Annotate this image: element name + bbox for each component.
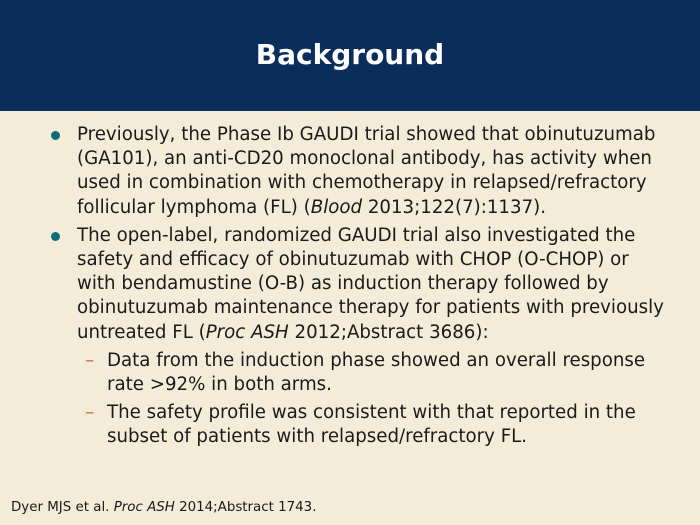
slide-content bbox=[51, 123, 671, 454]
sub-bullet-text: Data from the induction phase showed an overall response rate >92% in both arms. bbox=[107, 349, 646, 396]
bullet-text bbox=[77, 225, 664, 343]
bullet-text bbox=[77, 124, 655, 218]
footnote bbox=[11, 500, 316, 515]
header-bar bbox=[0, 0, 700, 111]
bullet-dot-icon bbox=[51, 131, 60, 140]
sub-bullet-item bbox=[51, 401, 671, 449]
sub-bullet-text: The safety profile was consistent with that reported in the subset of patients with relapsed/refractory FL. bbox=[107, 402, 636, 448]
footnote-text-part: Dyer MJS et al. bbox=[11, 500, 114, 515]
bullet-text-part: 2013;122(7):1137). bbox=[362, 196, 547, 218]
citation-journal: Blood bbox=[310, 196, 363, 218]
dash-icon: – bbox=[85, 349, 95, 371]
dash-icon: – bbox=[85, 402, 95, 424]
bullet-item bbox=[51, 224, 671, 450]
footnote-journal: Proc ASH bbox=[113, 500, 175, 515]
bullet-text-part: 2012;Abstract 3686): bbox=[288, 321, 489, 343]
bullet-dot-icon bbox=[51, 232, 60, 241]
footnote-text-part: 2014;Abstract 1743. bbox=[174, 500, 317, 515]
citation-journal: Proc ASH bbox=[205, 321, 289, 343]
slide-title: Background bbox=[255, 38, 445, 71]
bullet-text-part: The open-label, randomized GAUDI trial also investigated the safety and efficacy of obinutuzumab with CHOP (O-CHOP) or with bendamustine (O-B) as induction therapy followed by obinutuzumab maintenance therapy for patients with previously untreated FL ( bbox=[77, 224, 664, 343]
bullet-item bbox=[51, 123, 671, 220]
sub-bullet-item bbox=[51, 349, 671, 397]
bullet-text-part: Previously, the Phase Ib GAUDI trial showed that obinutuzumab (GA101), an anti-CD20 monoclonal antibody, has activity when used in combination with chemotherapy in relapsed/refractory follicular lymphoma (FL) ( bbox=[77, 124, 656, 218]
